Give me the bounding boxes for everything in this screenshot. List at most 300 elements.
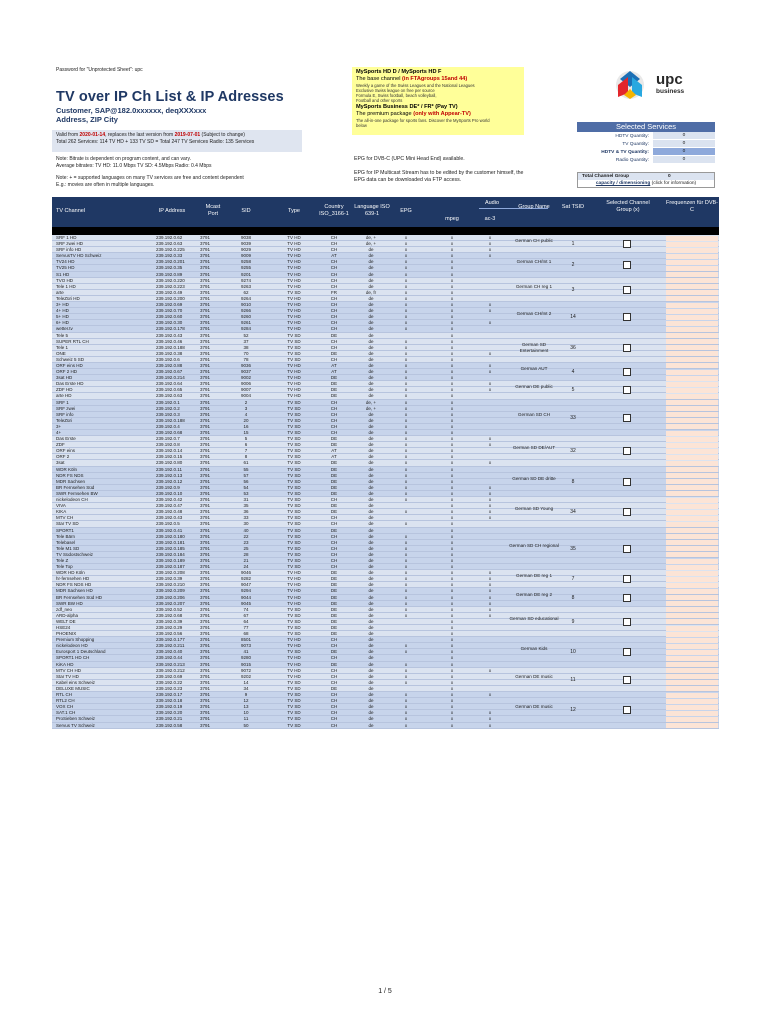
- frequency-cell[interactable]: [666, 321, 718, 326]
- cell-mport: 3791: [200, 679, 211, 685]
- frequency-cell[interactable]: [666, 363, 718, 368]
- cell-lng: de: [368, 643, 374, 649]
- frequency-cell[interactable]: [666, 723, 718, 728]
- cell-mport: 3791: [200, 472, 211, 478]
- frequency-cell[interactable]: [666, 498, 718, 503]
- cell-sid: 9009: [240, 253, 251, 259]
- cell-type: TV SD: [287, 545, 301, 551]
- cell-epg: x: [404, 521, 408, 527]
- cell-ip: 239.192.0.40: [156, 649, 183, 655]
- group-tsid: 7: [571, 576, 575, 583]
- cell-cc: DE: [330, 490, 338, 496]
- cell-type: TV HD: [287, 643, 301, 649]
- cell-lng: de: [368, 265, 374, 271]
- cell-sid: 64: [243, 618, 249, 624]
- cell-cc: CH: [330, 271, 338, 277]
- cell-ac: x: [488, 582, 492, 588]
- cell-ac: x: [488, 497, 492, 503]
- cell-epg: x: [404, 344, 408, 350]
- frequency-cell[interactable]: [666, 656, 718, 661]
- cell-ip: 239.192.0.188: [156, 417, 185, 423]
- cell-cc: CH: [330, 667, 338, 673]
- group-select-checkbox[interactable]: [623, 676, 631, 684]
- cell-type: TV SD: [287, 625, 301, 630]
- cell-name: Tele 1 HD: [56, 283, 76, 289]
- frequency-cell[interactable]: [666, 418, 718, 423]
- frequency-cell[interactable]: [666, 607, 718, 612]
- cell-cc: CH: [330, 308, 338, 314]
- cell-cc: CH: [330, 344, 338, 350]
- frequency-cell[interactable]: [666, 351, 718, 356]
- cell-sid: 11: [243, 716, 249, 722]
- cell-mp: x: [450, 381, 454, 387]
- cell-ac: x: [488, 722, 492, 728]
- cell-cc: DE: [330, 472, 338, 478]
- cell-epg: x: [404, 289, 408, 295]
- frequency-cell[interactable]: [666, 552, 718, 557]
- cell-name: BR Fernsehen Süd: [56, 484, 95, 490]
- cell-ip: 239.192.0.58: [156, 722, 183, 728]
- cell-ac: x: [488, 490, 492, 496]
- cell-mport: 3791: [200, 557, 211, 563]
- cell-sid: 9002: [240, 375, 251, 381]
- frequency-cell[interactable]: [666, 254, 718, 259]
- group-select-checkbox[interactable]: [623, 508, 631, 516]
- cell-sid: 9036: [240, 362, 251, 368]
- cell-name: nickelodeon CH: [56, 497, 88, 503]
- frequency-cell[interactable]: [666, 619, 718, 624]
- cell-type: TV SD: [287, 423, 301, 429]
- cell-mport: 3791: [200, 356, 211, 362]
- frequency-cell[interactable]: [666, 461, 718, 466]
- cell-mp: x: [450, 295, 454, 301]
- frequency-cell[interactable]: [666, 437, 718, 442]
- frequency-cell[interactable]: [666, 473, 718, 478]
- cell-mp: x: [450, 362, 454, 368]
- cell-name: zdf_neo: [56, 606, 73, 612]
- cell-ip: 239.192.0.211: [156, 643, 185, 649]
- epg-dvbc-note: EPG for DVB-C (UPC Mini Head End) available.: [354, 156, 465, 162]
- frequency-cell[interactable]: [666, 565, 718, 570]
- cell-epg: x: [404, 448, 408, 454]
- cell-epg: x: [404, 466, 408, 472]
- cell-mport: 3791: [200, 515, 211, 521]
- cell-ip: 239.192.0.207: [156, 600, 185, 606]
- frequency-cell[interactable]: [666, 485, 718, 490]
- frequency-cell[interactable]: [666, 662, 718, 667]
- cell-mp: x: [450, 704, 454, 710]
- cell-lng: de: [368, 387, 374, 393]
- cell-type: TV HD: [287, 235, 301, 240]
- cell-ip: 239.192.0.220: [156, 277, 185, 283]
- frequency-cell[interactable]: [666, 303, 718, 308]
- cell-type: TV SD: [287, 484, 301, 490]
- cell-sid: 9007: [240, 387, 251, 393]
- cell-lng: de: [368, 588, 374, 594]
- cell-lng: de: [368, 539, 374, 545]
- frequency-cell[interactable]: [666, 278, 718, 283]
- frequency-cell[interactable]: [666, 400, 718, 405]
- frequency-cell[interactable]: [666, 272, 718, 277]
- cell-name: SWR Fernsehen BW: [56, 490, 98, 496]
- group-select-checkbox[interactable]: [623, 447, 631, 455]
- cell-mp: x: [450, 503, 454, 509]
- capacity-link[interactable]: capacity / dimensioning: [595, 181, 651, 186]
- cell-mport: 3791: [200, 375, 211, 381]
- cell-mport: 3791: [200, 302, 211, 308]
- frequency-cell[interactable]: [666, 674, 718, 679]
- frequency-cell[interactable]: [666, 431, 718, 436]
- cell-mp: x: [450, 283, 454, 289]
- cell-lng: de, +: [365, 399, 377, 405]
- cell-epg: x: [404, 417, 408, 423]
- frequency-cell[interactable]: [666, 559, 718, 564]
- frequency-cell[interactable]: [666, 626, 718, 631]
- cell-mport: 3791: [200, 631, 211, 637]
- frequency-cell[interactable]: [666, 534, 718, 539]
- cell-name: WDR Köln: [56, 466, 78, 472]
- frequency-cell[interactable]: [666, 266, 718, 271]
- cell-sid: 9047: [240, 582, 251, 588]
- frequency-cell[interactable]: [666, 571, 718, 576]
- cell-cc: CH: [330, 265, 338, 271]
- cell-sid: 14: [243, 679, 249, 685]
- cell-ip: 239.192.0.49: [156, 289, 183, 295]
- cell-mp: x: [450, 320, 454, 326]
- group-select-checkbox[interactable]: [623, 368, 631, 376]
- group-name: German DE reg 2: [516, 591, 552, 597]
- frequency-cell[interactable]: [666, 644, 718, 649]
- cell-type: TV SD: [287, 356, 301, 362]
- frequency-cell[interactable]: [666, 668, 718, 673]
- group-select-checkbox[interactable]: [623, 261, 631, 269]
- frequency-cell[interactable]: [666, 345, 718, 350]
- cell-cc: CH: [330, 417, 338, 423]
- group-select-checkbox[interactable]: [623, 648, 631, 656]
- group-select-checkbox[interactable]: [623, 594, 631, 602]
- frequency-cell[interactable]: [666, 491, 718, 496]
- frequency-cell[interactable]: [666, 424, 718, 429]
- frequency-cell[interactable]: [666, 236, 718, 241]
- channel-group: [52, 302, 719, 332]
- cell-epg: x: [404, 539, 408, 545]
- cell-mport: 3791: [200, 643, 211, 649]
- cell-epg: x: [404, 722, 408, 728]
- group-select-checkbox[interactable]: [623, 706, 631, 714]
- cell-epg: x: [404, 497, 408, 503]
- cell-name: 5+ HD: [56, 314, 69, 320]
- cell-name: Star TV SD: [56, 521, 79, 527]
- cell-lng: de: [368, 253, 374, 259]
- cell-ac: x: [488, 387, 492, 393]
- cell-ac: x: [488, 320, 492, 326]
- cell-cc: DE: [330, 466, 338, 472]
- cell-cc: CH: [330, 521, 338, 527]
- group-select-checkbox[interactable]: [623, 618, 631, 626]
- frequency-cell[interactable]: [666, 613, 718, 618]
- frequency-cell[interactable]: [666, 284, 718, 289]
- cell-sid: 33: [243, 515, 249, 521]
- cell-type: TV HD: [287, 241, 301, 247]
- frequency-cell[interactable]: [666, 406, 718, 411]
- cell-mp: x: [450, 606, 454, 612]
- frequency-cell[interactable]: [666, 577, 718, 582]
- cell-ip: 239.192.0.187: [156, 564, 185, 570]
- frequency-cell[interactable]: [666, 467, 718, 472]
- frequency-cell[interactable]: [666, 711, 718, 716]
- frequency-cell[interactable]: [666, 650, 718, 655]
- cell-cc: CH: [330, 679, 338, 685]
- cell-type: TV SD: [287, 606, 301, 612]
- cell-mp: x: [450, 582, 454, 588]
- cell-mport: 3791: [200, 527, 211, 533]
- frequency-cell[interactable]: [666, 394, 718, 399]
- channel-group: [52, 497, 719, 527]
- cell-type: TV SD: [287, 564, 301, 570]
- cell-lng: de: [368, 570, 374, 576]
- cell-ip: 239.192.0.8: [156, 442, 180, 448]
- frequency-cell[interactable]: [666, 601, 718, 606]
- cell-epg: x: [404, 399, 408, 405]
- cell-cc: CH: [330, 551, 338, 557]
- mysports-info-box: MySports HD D / MySports HD F The base channel (in FTAgroups 15and 44) Weekly a game of the Swiss Leagues and the National Leagues Exclusive Swiss league on free per source Formula E, Swiss football, beach volleyball, Football and other sports MySports Business DE* / FR* (Pay TV) The premium package (only with Appear-TV) The all-in-one package for sports fans. Discover the MySports Pro world below: [352, 67, 524, 135]
- cell-ip: 239.192.0.69: [156, 673, 183, 679]
- cell-mp: x: [450, 649, 454, 655]
- frequency-cell[interactable]: [666, 315, 718, 320]
- group-select-checkbox[interactable]: [623, 344, 631, 352]
- cell-ip: 239.192.0.39: [156, 576, 183, 582]
- cell-sid: 52: [243, 332, 249, 338]
- frequency-cell[interactable]: [666, 686, 718, 691]
- cell-mport: 3791: [200, 344, 211, 350]
- frequency-cell[interactable]: [666, 370, 718, 375]
- channel-group: [52, 668, 719, 692]
- cell-epg: x: [404, 679, 408, 685]
- frequency-cell[interactable]: [666, 632, 718, 637]
- group-select-checkbox[interactable]: [623, 478, 631, 486]
- cell-mp: x: [450, 539, 454, 545]
- frequency-cell[interactable]: [666, 699, 718, 704]
- cell-type: TV SD: [287, 631, 301, 637]
- frequency-cell[interactable]: [666, 705, 718, 710]
- cell-epg: x: [404, 478, 408, 484]
- frequency-cell[interactable]: [666, 296, 718, 301]
- group-tsid: 1: [571, 241, 575, 248]
- cell-mport: 3791: [200, 692, 211, 698]
- cell-epg: x: [404, 375, 408, 381]
- cell-ip: 239.192.0.5: [156, 521, 180, 527]
- frequency-cell[interactable]: [666, 388, 718, 393]
- frequency-cell[interactable]: [666, 510, 718, 515]
- cell-mp: x: [450, 302, 454, 308]
- cell-lng: de: [368, 417, 374, 423]
- cell-lng: de: [368, 454, 374, 460]
- frequency-cell[interactable]: [666, 449, 718, 454]
- frequency-cell[interactable]: [666, 546, 718, 551]
- frequency-cell[interactable]: [666, 479, 718, 484]
- cell-name: SRF 1: [56, 399, 69, 405]
- group-select-checkbox[interactable]: [623, 575, 631, 583]
- cell-epg: x: [404, 436, 408, 442]
- cell-sid: 9202: [240, 673, 251, 679]
- cell-ip: 239.192.0.80: [156, 460, 183, 466]
- cell-type: TV SD: [287, 557, 301, 563]
- cell-lng: de: [368, 356, 374, 362]
- frequency-cell[interactable]: [666, 290, 718, 295]
- frequency-cell[interactable]: [666, 589, 718, 594]
- group-select-checkbox[interactable]: [623, 386, 631, 394]
- cell-epg: x: [404, 326, 408, 332]
- cell-type: TV SD: [287, 448, 301, 454]
- frequency-cell[interactable]: [666, 516, 718, 521]
- frequency-cell[interactable]: [666, 309, 718, 314]
- cell-name: Tele Bärn: [56, 533, 76, 539]
- cell-lng: de: [368, 704, 374, 710]
- cell-sid: 31: [243, 497, 249, 503]
- cell-epg: x: [404, 430, 408, 435]
- cell-ac: x: [488, 667, 492, 673]
- cell-ip: 239.192.0.63: [156, 393, 183, 399]
- frequency-cell[interactable]: [666, 412, 718, 417]
- frequency-cell[interactable]: [666, 680, 718, 685]
- frequency-cell[interactable]: [666, 455, 718, 460]
- cell-cc: DE: [330, 381, 338, 387]
- epg-ip-note: EPG for IP Multicast Stream has to be edited by the customer himself, the EPG data can be downloaded via FTP access.: [354, 170, 524, 183]
- frequency-cell[interactable]: [666, 260, 718, 265]
- cell-sid: 53: [243, 490, 249, 496]
- cell-lng: de: [368, 423, 374, 429]
- frequency-cell[interactable]: [666, 595, 718, 600]
- cell-name: Kabel eins Schweiz: [56, 679, 96, 685]
- cell-epg: x: [404, 661, 408, 667]
- frequency-cell[interactable]: [666, 382, 718, 387]
- frequency-cell[interactable]: [666, 540, 718, 545]
- cell-mport: 3791: [200, 362, 211, 368]
- cell-name: Eurosport 1 Deutschland: [56, 649, 106, 655]
- cell-sid: 4: [244, 411, 248, 417]
- frequency-cell[interactable]: [666, 693, 718, 698]
- cell-name: BR Fernsehen Süd HD: [56, 594, 103, 600]
- cell-epg: x: [404, 259, 408, 265]
- cell-name: WELT DE: [56, 618, 76, 624]
- cell-mport: 3791: [200, 716, 211, 722]
- cell-cc: FR: [331, 289, 337, 295]
- frequency-cell[interactable]: [666, 248, 718, 253]
- cell-name: SRF info HD: [56, 247, 82, 253]
- frequency-cell[interactable]: [666, 638, 718, 643]
- cell-cc: CH: [330, 405, 338, 411]
- cell-lng: de: [368, 679, 374, 685]
- group-tsid: 35: [570, 545, 576, 552]
- cell-cc: AT: [331, 369, 337, 375]
- cell-sid: 25: [243, 545, 249, 551]
- cell-cc: CH: [330, 423, 338, 429]
- cell-mport: 3791: [200, 314, 211, 320]
- cell-sid: 9201: [240, 271, 251, 277]
- frequency-cell[interactable]: [666, 504, 718, 509]
- cell-mport: 3791: [200, 612, 211, 618]
- cell-name: HSE24: [56, 625, 71, 630]
- cell-ip: 239.192.0.12: [156, 478, 183, 484]
- frequency-cell[interactable]: [666, 376, 718, 381]
- cell-mp: x: [450, 673, 454, 679]
- cell-name: Star TV HD: [56, 673, 79, 679]
- frequency-cell[interactable]: [666, 327, 718, 332]
- group-tsid: 8: [571, 594, 575, 601]
- cell-epg: x: [404, 241, 408, 247]
- cell-sid: 9284: [240, 326, 251, 332]
- cell-lng: de: [368, 606, 374, 612]
- cell-cc: CH: [330, 655, 338, 661]
- cell-epg: x: [404, 356, 408, 362]
- group-select-checkbox[interactable]: [623, 240, 631, 248]
- cell-ip: 239.192.0.212: [156, 667, 185, 673]
- frequency-cell[interactable]: [666, 717, 718, 722]
- cell-type: TV HD: [287, 393, 301, 399]
- cell-lng: de: [368, 631, 374, 637]
- cell-type: TV HD: [287, 295, 301, 301]
- frequency-cell[interactable]: [666, 528, 718, 533]
- table-header: TV Channel IP Address Mcast Port SID Type Country ISO_3166-1 Language ISO 639-1 EPG Audio mpeg ac-3 Group Name Sat TSID Selected Channel Group (x) Frequenzen für DVB-C: [52, 197, 719, 227]
- frequency-cell[interactable]: [666, 242, 718, 247]
- cell-cc: DE: [330, 442, 338, 448]
- cell-epg: x: [404, 509, 408, 515]
- cell-mp: x: [450, 417, 454, 423]
- cell-sid: 9: [244, 692, 248, 698]
- frequency-cell[interactable]: [666, 357, 718, 362]
- cell-mp: x: [450, 631, 454, 637]
- group-select-checkbox[interactable]: [623, 313, 631, 321]
- logo-subtitle: business: [656, 88, 685, 95]
- cell-type: TV SD: [287, 551, 301, 557]
- cell-type: TV HD: [287, 588, 301, 594]
- cell-cc: DE: [330, 436, 338, 442]
- cell-sid: 56: [243, 478, 249, 484]
- cell-cc: CH: [330, 235, 338, 240]
- cell-epg: x: [404, 612, 408, 618]
- cell-cc: DE: [330, 570, 338, 576]
- group-select-checkbox[interactable]: [623, 414, 631, 422]
- cell-epg: x: [404, 369, 408, 375]
- group-tsid: 32: [570, 448, 576, 455]
- frequency-cell[interactable]: [666, 443, 718, 448]
- group-name: German CH/Int 1: [516, 259, 552, 265]
- cell-ip: 239.192.0.44: [156, 655, 183, 661]
- group-select-checkbox[interactable]: [623, 545, 631, 553]
- cell-cc: DE: [330, 332, 338, 338]
- cell-mport: 3791: [200, 350, 211, 356]
- frequency-cell[interactable]: [666, 583, 718, 588]
- frequency-cell[interactable]: [666, 522, 718, 527]
- channel-group: [52, 467, 719, 497]
- cell-cc: DE: [330, 484, 338, 490]
- cell-cc: CH: [330, 698, 338, 704]
- cell-type: TV HD: [287, 277, 301, 283]
- cell-epg: x: [404, 235, 408, 240]
- cell-name: RTL2 CH: [56, 698, 75, 704]
- cell-ac: x: [488, 503, 492, 509]
- cell-ip: 239.192.0.62: [156, 235, 183, 240]
- cell-ip: 239.192.0.67: [156, 369, 183, 375]
- cell-type: TV HD: [287, 637, 301, 643]
- cell-cc: CH: [330, 692, 338, 698]
- group-select-checkbox[interactable]: [623, 286, 631, 294]
- frequency-cell[interactable]: [666, 333, 718, 338]
- cell-sid: 15: [243, 430, 249, 435]
- frequency-cell[interactable]: [666, 339, 718, 344]
- cell-lng: de: [368, 326, 374, 332]
- cell-sid: 3: [244, 405, 248, 411]
